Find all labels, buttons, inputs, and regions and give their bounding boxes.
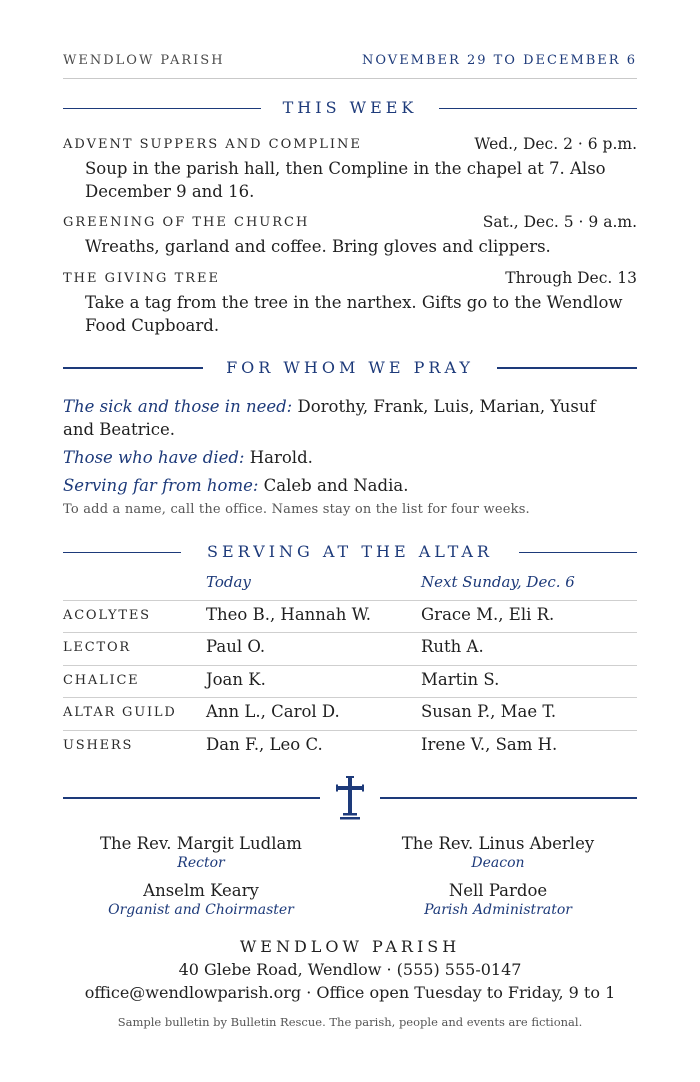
role-label: ACOLYTES: [63, 608, 151, 623]
header-dates: NOVEMBER 29 TO DECEMBER 6: [362, 53, 637, 68]
footer-contact: office@wendlowparish.org · Office open Tuesday to Friday, 9 to 1: [84, 983, 616, 1002]
next-names: Martin S.: [421, 670, 500, 689]
event-title: GREENING OF THE CHURCH: [63, 215, 310, 230]
prayer-sick: [63, 395, 637, 441]
footer-address: 40 Glebe Road, Wendlow · (555) 555-0147: [178, 960, 522, 979]
staff-rector: [71, 834, 331, 872]
event-desc-line: Food Cupboard.: [85, 316, 220, 335]
today-names: Joan K.: [206, 670, 266, 689]
table-row: [63, 697, 637, 729]
header: [63, 53, 637, 79]
prayer-names: Harold.: [244, 448, 313, 467]
prayer-note: To add a name, call the office. Names stay on the list for four weeks.: [63, 502, 530, 517]
table-row: [63, 600, 637, 632]
next-names: Susan P., Mae T.: [421, 702, 557, 721]
prayer-far: [63, 474, 637, 497]
staff-title: Rector: [177, 855, 225, 871]
role-label: USHERS: [63, 738, 134, 753]
section-title: THIS WEEK: [269, 98, 432, 117]
next-names: Ruth A.: [421, 637, 484, 656]
staff-name: The Rev. Margit Ludlam: [100, 834, 302, 853]
cross-divider: [63, 776, 637, 822]
footer-parish: WENDLOW PARISH: [239, 937, 461, 956]
role-label: LECTOR: [63, 640, 131, 655]
prayer-died: [63, 446, 637, 469]
staff-title: Parish Administrator: [424, 902, 572, 918]
event-title: ADVENT SUPPERS AND COMPLINE: [63, 137, 362, 152]
event-description: [85, 157, 637, 203]
divider-line-left: [63, 797, 320, 799]
table-row: [63, 730, 637, 762]
col-header-next: Next Sunday, Dec. 6: [421, 573, 575, 591]
col-header-today: Today: [206, 573, 251, 591]
event-title: THE GIVING TREE: [63, 271, 221, 286]
role-label: CHALICE: [63, 673, 140, 688]
staff-organist: [71, 881, 331, 919]
today-names: Ann L., Carol D.: [206, 702, 340, 721]
section-prayer: [63, 358, 637, 378]
section-altar: [63, 542, 637, 562]
prayer-names: Caleb and Nadia.: [258, 476, 409, 495]
next-names: Irene V., Sam H.: [421, 735, 558, 754]
footer-disclaimer: Sample bulletin by Bulletin Rescue. The parish, people and events are fictional.: [117, 1015, 583, 1029]
bulletin-page: [63, 0, 637, 1082]
divider-line-right: [380, 797, 637, 799]
header-parish: WENDLOW PARISH: [63, 53, 225, 68]
staff-name: The Rev. Linus Aberley: [401, 834, 595, 853]
section-title: SERVING AT THE ALTAR: [193, 542, 507, 561]
event-desc-line: December 9 and 16.: [85, 182, 255, 201]
prayer-names: Dorothy, Frank, Luis, Marian, Yusuf: [292, 397, 596, 416]
table-row: [63, 665, 637, 697]
event-when: Through Dec. 13: [505, 269, 637, 287]
event-description: [85, 291, 637, 337]
event-when: Sat., Dec. 5 · 9 a.m.: [482, 213, 637, 231]
staff-deacon: [368, 834, 628, 872]
today-names: Dan F., Leo C.: [206, 735, 323, 754]
prayer-label: Those who have died:: [63, 448, 245, 467]
cross-icon: [335, 776, 365, 822]
staff-administrator: [368, 881, 628, 919]
next-names: Grace M., Eli R.: [421, 605, 555, 624]
event-description: [85, 235, 637, 258]
section-this-week: [63, 98, 637, 118]
prayer-label: Serving far from home:: [63, 476, 259, 495]
staff-name: Anselm Keary: [143, 881, 259, 900]
event-when: Wed., Dec. 2 · 6 p.m.: [474, 135, 637, 153]
event-desc-line: Wreaths, garland and coffee. Bring gloves and clippers.: [85, 237, 551, 256]
role-label: ALTAR GUILD: [63, 705, 177, 720]
event-desc-line: Soup in the parish hall, then Compline in the chapel at 7. Also: [85, 159, 606, 178]
today-names: Paul O.: [206, 637, 266, 656]
prayer-label: The sick and those in need:: [63, 397, 293, 416]
section-title: FOR WHOM WE PRAY: [212, 358, 488, 377]
event-desc-line: Take a tag from the tree in the narthex. Gifts go to the Wendlow: [85, 293, 623, 312]
prayer-names: and Beatrice.: [63, 420, 176, 439]
today-names: Theo B., Hannah W.: [206, 605, 371, 624]
staff-title: Organist and Choirmaster: [108, 902, 294, 918]
table-row: [63, 632, 637, 664]
staff-title: Deacon: [471, 855, 525, 871]
staff-name: Nell Pardoe: [448, 881, 548, 900]
